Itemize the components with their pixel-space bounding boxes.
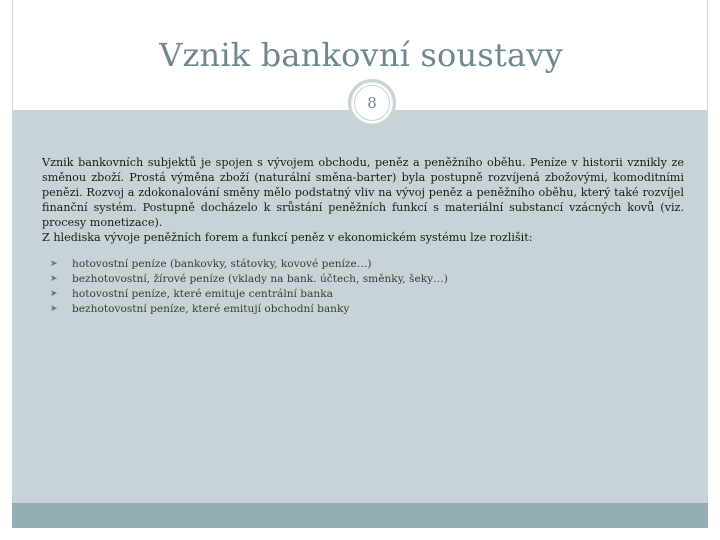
slide-number-badge (348, 79, 396, 127)
list-item (50, 257, 670, 272)
list-item-text: bezhotovostní, žírové peníze (vklady na bank. účtech, směnky, šeky…) (72, 273, 448, 285)
slide-number: 8 (354, 85, 390, 121)
arrow-right-icon: ➤ (50, 304, 58, 314)
arrow-right-icon: ➤ (50, 289, 58, 299)
paragraph-intro: Z hlediska vývoje peněžních forem a funkcí peněz v ekonomickém systému lze rozlišit: (42, 231, 533, 244)
list-item (50, 272, 670, 287)
footer-band (12, 503, 708, 528)
list-item-text: bezhotovostní peníze, které emitují obchodní banky (72, 303, 350, 315)
paragraph-history: Vznik bankovních subjektů je spojen s vývojem obchodu, peněz a peněžního oběhu. Peníze v historii vznikly ze směnou zboží. Prostá výměna zboží (naturální směna-barter) byla postupně rozvíjená zbožovými, komoditními penězi. Rozvoj a zdokonalování směny mělo podstatný vliv na vývoj peněz a peněžního oběhu, který také rozvíjel finanční systém. Postupně docházelo k srůstání peněžních funkcí s materiální substancí vzácných kovů (viz. procesy monetizace). (42, 156, 684, 229)
slide-title: Vznik bankovní soustavy (159, 36, 563, 74)
body-text (42, 155, 684, 245)
list-item-text: hotovostní peníze, které emituje centrální banka (72, 288, 333, 300)
list-item (50, 287, 670, 302)
list-item-text: hotovostní peníze (bankovky, státovky, kovové peníze…) (72, 258, 372, 270)
bullet-list (50, 257, 670, 317)
arrow-right-icon: ➤ (50, 259, 58, 269)
list-item (50, 302, 670, 317)
arrow-right-icon: ➤ (50, 274, 58, 284)
